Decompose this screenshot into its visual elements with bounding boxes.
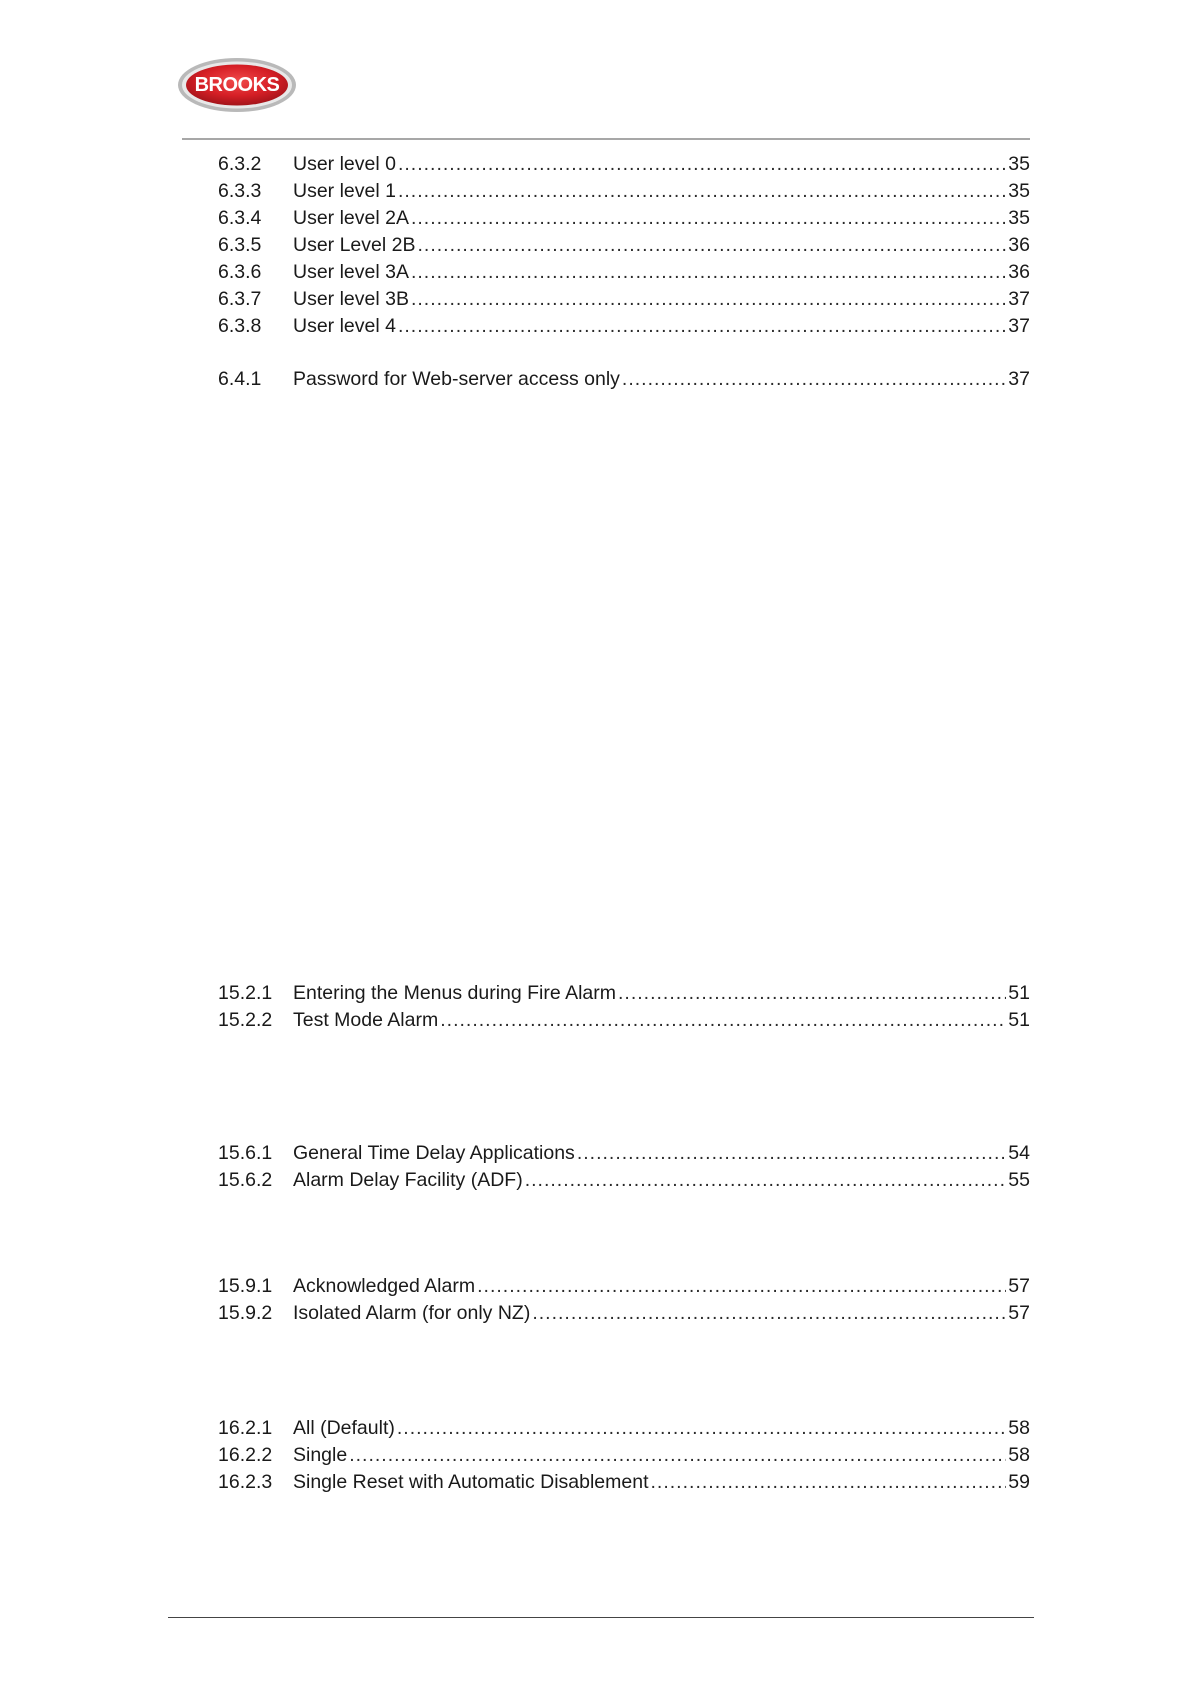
toc-number: 6.3.8 bbox=[218, 315, 262, 337]
footer-rule bbox=[168, 1617, 1034, 1618]
toc-leader bbox=[397, 1416, 1006, 1440]
toc-number: 15.6.2 bbox=[218, 1169, 273, 1191]
toc-leader bbox=[532, 1301, 1006, 1325]
toc-title: Single bbox=[293, 1444, 348, 1466]
header-rule bbox=[182, 138, 1030, 140]
toc-title: Test Mode Alarm bbox=[293, 1009, 439, 1031]
toc-title: User level 3B bbox=[293, 288, 409, 310]
toc-entry[interactable] bbox=[218, 314, 1030, 338]
toc-number: 6.4.1 bbox=[218, 368, 262, 390]
toc-number: 6.3.4 bbox=[218, 207, 262, 229]
toc-title: General Time Delay Applications bbox=[293, 1142, 575, 1164]
toc-leader bbox=[398, 152, 1006, 176]
toc-entry[interactable] bbox=[218, 981, 1030, 1005]
toc-number: 15.2.1 bbox=[218, 982, 273, 1004]
toc-page-number: 57 bbox=[1008, 1275, 1030, 1297]
toc-page-number: 51 bbox=[1008, 982, 1030, 1004]
toc-number: 16.2.2 bbox=[218, 1444, 273, 1466]
toc-entry[interactable] bbox=[218, 1416, 1030, 1440]
toc-page-number: 55 bbox=[1008, 1169, 1030, 1191]
toc-leader bbox=[411, 287, 1006, 311]
toc-leader bbox=[577, 1141, 1006, 1165]
toc-number: 6.3.7 bbox=[218, 288, 262, 310]
toc-entry[interactable] bbox=[218, 1008, 1030, 1032]
toc-number: 15.2.2 bbox=[218, 1009, 273, 1031]
toc-number: 15.9.1 bbox=[218, 1275, 273, 1297]
toc-number: 6.3.5 bbox=[218, 234, 262, 256]
toc-leader bbox=[618, 981, 1006, 1005]
toc-title: User level 0 bbox=[293, 153, 396, 175]
brooks-logo bbox=[176, 56, 298, 114]
toc-page-number: 51 bbox=[1008, 1009, 1030, 1031]
toc-page-number: 37 bbox=[1008, 288, 1030, 310]
toc-leader bbox=[398, 314, 1006, 338]
toc-entry[interactable] bbox=[218, 1443, 1030, 1467]
logo-text: BROOKS bbox=[194, 74, 280, 96]
toc-entry[interactable] bbox=[218, 1470, 1030, 1494]
toc-leader bbox=[651, 1470, 1007, 1494]
toc-leader bbox=[349, 1443, 1006, 1467]
toc-page-number: 58 bbox=[1008, 1417, 1030, 1439]
toc-number: 15.9.2 bbox=[218, 1302, 273, 1324]
toc-leader bbox=[440, 1008, 1006, 1032]
toc-page-number: 37 bbox=[1008, 315, 1030, 337]
toc-entry[interactable] bbox=[218, 206, 1030, 230]
toc-title: User level 1 bbox=[293, 180, 396, 202]
toc-title: Acknowledged Alarm bbox=[293, 1275, 476, 1297]
toc-page-number: 59 bbox=[1008, 1471, 1030, 1493]
toc-title: User level 4 bbox=[293, 315, 396, 337]
toc-number: 6.3.2 bbox=[218, 153, 262, 175]
toc-entry[interactable] bbox=[218, 1274, 1030, 1298]
toc-page-number: 36 bbox=[1008, 261, 1030, 283]
toc-leader bbox=[417, 233, 1006, 257]
toc-page-number: 57 bbox=[1008, 1302, 1030, 1324]
toc-page-number: 54 bbox=[1008, 1142, 1030, 1164]
toc-page-number: 36 bbox=[1008, 234, 1030, 256]
toc-entry[interactable] bbox=[218, 233, 1030, 257]
toc-title: Password for Web-server access only bbox=[293, 368, 620, 390]
toc-leader bbox=[525, 1168, 1007, 1192]
toc-leader bbox=[411, 206, 1006, 230]
toc-entry[interactable] bbox=[218, 152, 1030, 176]
toc-title: Entering the Menus during Fire Alarm bbox=[293, 982, 616, 1004]
toc-leader bbox=[398, 179, 1006, 203]
toc-number: 16.2.3 bbox=[218, 1471, 273, 1493]
toc-entry[interactable] bbox=[218, 179, 1030, 203]
toc-title: User level 3A bbox=[293, 261, 409, 283]
toc-title: All (Default) bbox=[293, 1417, 395, 1439]
toc-leader bbox=[477, 1274, 1006, 1298]
toc-page-number: 35 bbox=[1008, 180, 1030, 202]
toc-page-number: 35 bbox=[1008, 153, 1030, 175]
toc-entry[interactable] bbox=[218, 1301, 1030, 1325]
toc-entry[interactable] bbox=[218, 260, 1030, 284]
toc-page-number: 37 bbox=[1008, 368, 1030, 390]
toc-number: 6.3.3 bbox=[218, 180, 262, 202]
toc-title: User level 2A bbox=[293, 207, 409, 229]
toc-entry[interactable] bbox=[218, 367, 1030, 391]
toc-number: 15.6.1 bbox=[218, 1142, 273, 1164]
toc-number: 6.3.6 bbox=[218, 261, 262, 283]
toc-entry[interactable] bbox=[218, 1168, 1030, 1192]
toc-title: Alarm Delay Facility (ADF) bbox=[293, 1169, 523, 1191]
toc-page-number: 58 bbox=[1008, 1444, 1030, 1466]
toc-leader bbox=[622, 367, 1006, 391]
toc-entry[interactable] bbox=[218, 1141, 1030, 1165]
toc-title: User Level 2B bbox=[293, 234, 416, 256]
toc-page-number: 35 bbox=[1008, 207, 1030, 229]
toc-entry[interactable] bbox=[218, 287, 1030, 311]
toc-title: Isolated Alarm (for only NZ) bbox=[293, 1302, 531, 1324]
toc-number: 16.2.1 bbox=[218, 1417, 273, 1439]
toc-title: Single Reset with Automatic Disablement bbox=[293, 1471, 649, 1493]
toc-leader bbox=[411, 260, 1006, 284]
